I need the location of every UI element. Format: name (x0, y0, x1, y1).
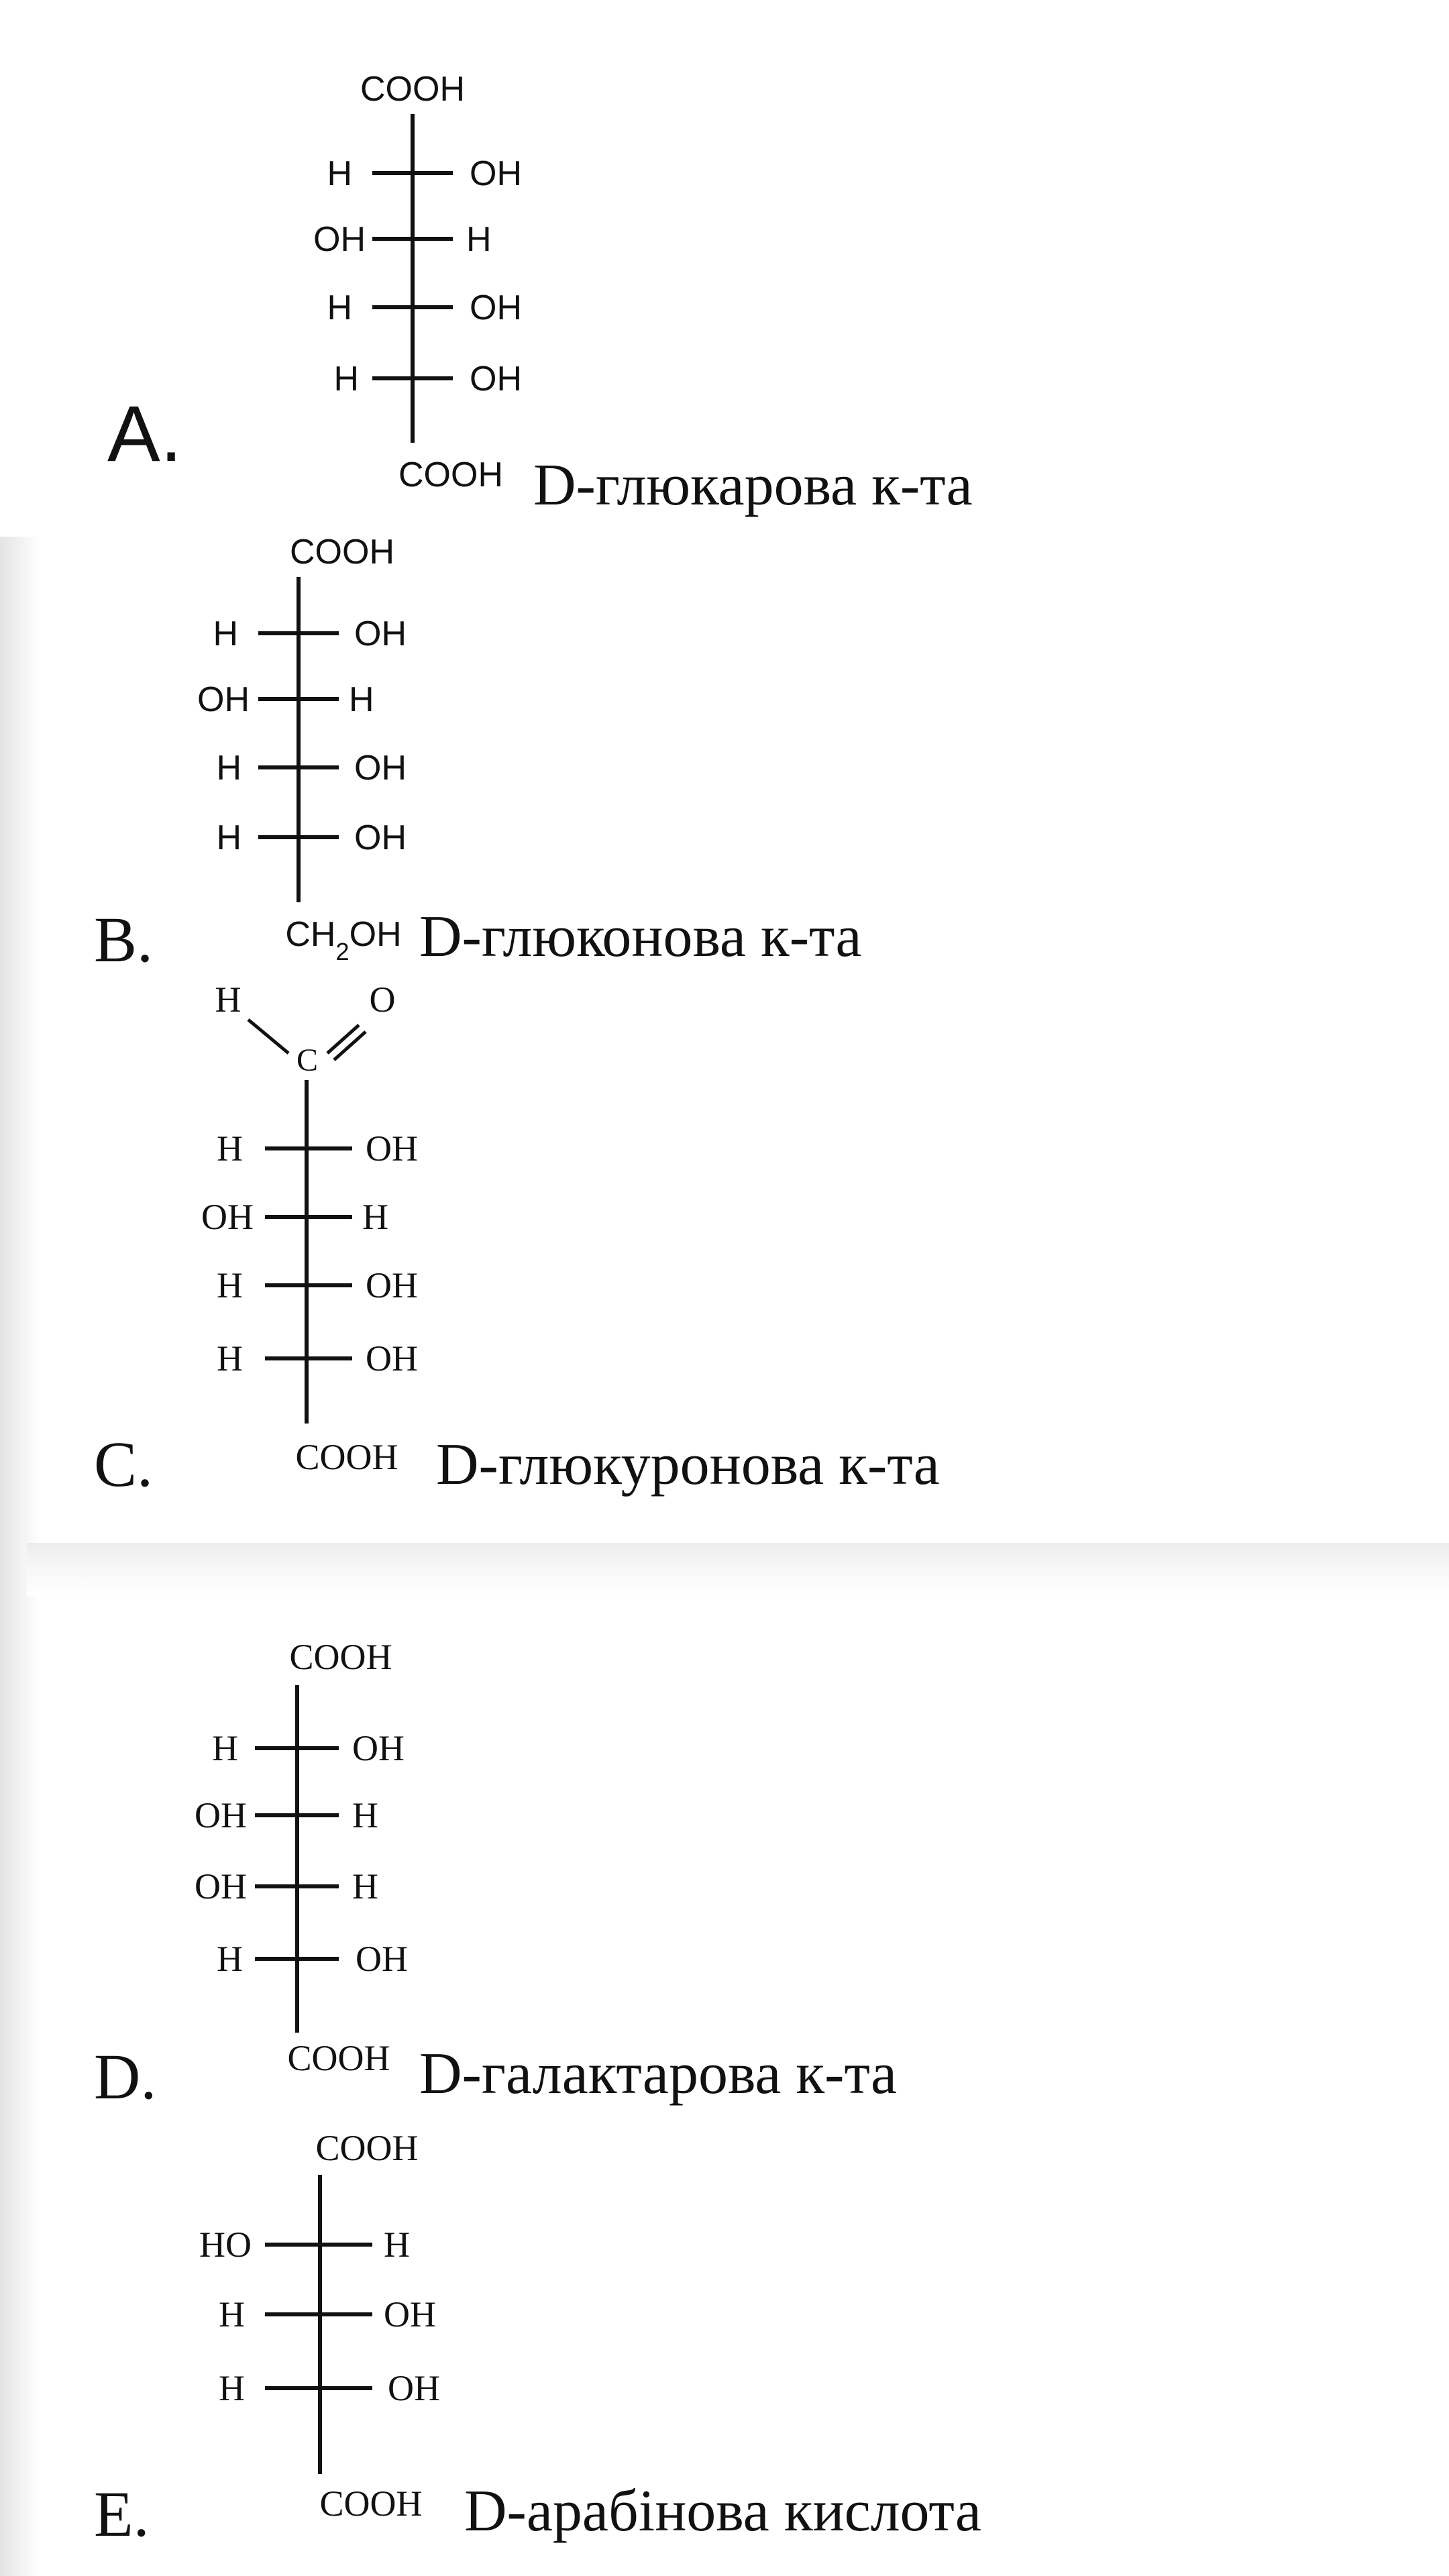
left-substituent: H (212, 1728, 238, 1768)
bottom-group: COOH (287, 2038, 390, 2078)
left-substituent: OH (195, 1795, 247, 1835)
option-letter: E. (94, 2478, 150, 2550)
right-substituent: OH (366, 1265, 418, 1305)
right-substituent: OH (354, 749, 407, 788)
aldehyde-o: O (369, 979, 396, 1020)
left-substituent: OH (201, 1197, 254, 1237)
option-letter: C. (94, 1428, 154, 1500)
right-substituent: OH (470, 288, 522, 327)
left-substituent: H (217, 1128, 243, 1169)
left-substituent: H (217, 1939, 243, 1979)
right-substituent: OH (470, 360, 522, 398)
option-letter: B. (94, 904, 154, 975)
left-substituent: H (216, 749, 241, 788)
right-substituent: H (384, 2224, 410, 2265)
right-substituent: OH (366, 1338, 418, 1379)
right-substituent: OH (384, 2294, 436, 2334)
top-group: COOH (315, 2128, 419, 2168)
right-substituent: H (349, 680, 374, 719)
compound-name: D-глюкарова к-та (533, 453, 973, 518)
left-substituent: H (219, 2294, 245, 2334)
compound-name: D-глюконова к-та (419, 904, 862, 969)
aldehyde-h: H (215, 979, 241, 1020)
aldehyde-double-bond-2 (334, 1032, 366, 1060)
compound-name: D-глюкуронова к-та (436, 1432, 940, 1497)
left-substituent: H (219, 2368, 245, 2408)
aldehyde-ch-bond (248, 1020, 288, 1053)
right-substituent: OH (354, 614, 407, 653)
left-substituent: H (217, 1338, 243, 1379)
left-substituent: H (216, 818, 241, 857)
top-group: COOH (290, 533, 394, 572)
aldehyde-c: C (296, 1042, 319, 1078)
option-letter: A. (107, 390, 182, 478)
bottom-group: $CH_2OH$ (285, 915, 402, 965)
right-substituent: OH (470, 154, 522, 193)
compound-name: D-арабінова кислота (464, 2479, 981, 2544)
right-substituent: OH (366, 1128, 418, 1169)
left-substituent: H (327, 154, 352, 193)
right-substituent: OH (356, 1939, 408, 1979)
right-substituent: H (362, 1197, 388, 1237)
right-substituent: OH (388, 2368, 440, 2408)
left-substituent: OH (197, 680, 250, 719)
left-substituent: H (213, 614, 238, 653)
left-substituent: OH (195, 1866, 247, 1907)
aldehyde-double-bond-1 (327, 1025, 359, 1053)
top-group: COOH (360, 70, 465, 109)
left-substituent: HO (199, 2224, 252, 2265)
bottom-group: COOH (295, 1437, 398, 1477)
right-substituent: H (352, 1795, 378, 1835)
right-substituent: H (352, 1866, 378, 1907)
option-letter: D. (94, 2041, 157, 2112)
left-substituent: H (217, 1265, 243, 1305)
left-substituent: OH (313, 220, 366, 259)
fischer-projection-a (0, 0, 1449, 523)
top-group: COOH (289, 1637, 392, 1677)
right-substituent: OH (354, 818, 407, 857)
bottom-group: COOH (319, 2483, 423, 2524)
bottom-group: COOH (398, 455, 503, 494)
right-substituent: OH (352, 1728, 405, 1768)
left-substituent: H (327, 288, 352, 327)
compound-name: D-галактарова к-та (419, 2041, 898, 2106)
page-separator (27, 1543, 1449, 1597)
left-substituent: H (333, 360, 359, 398)
right-substituent: H (466, 220, 492, 259)
